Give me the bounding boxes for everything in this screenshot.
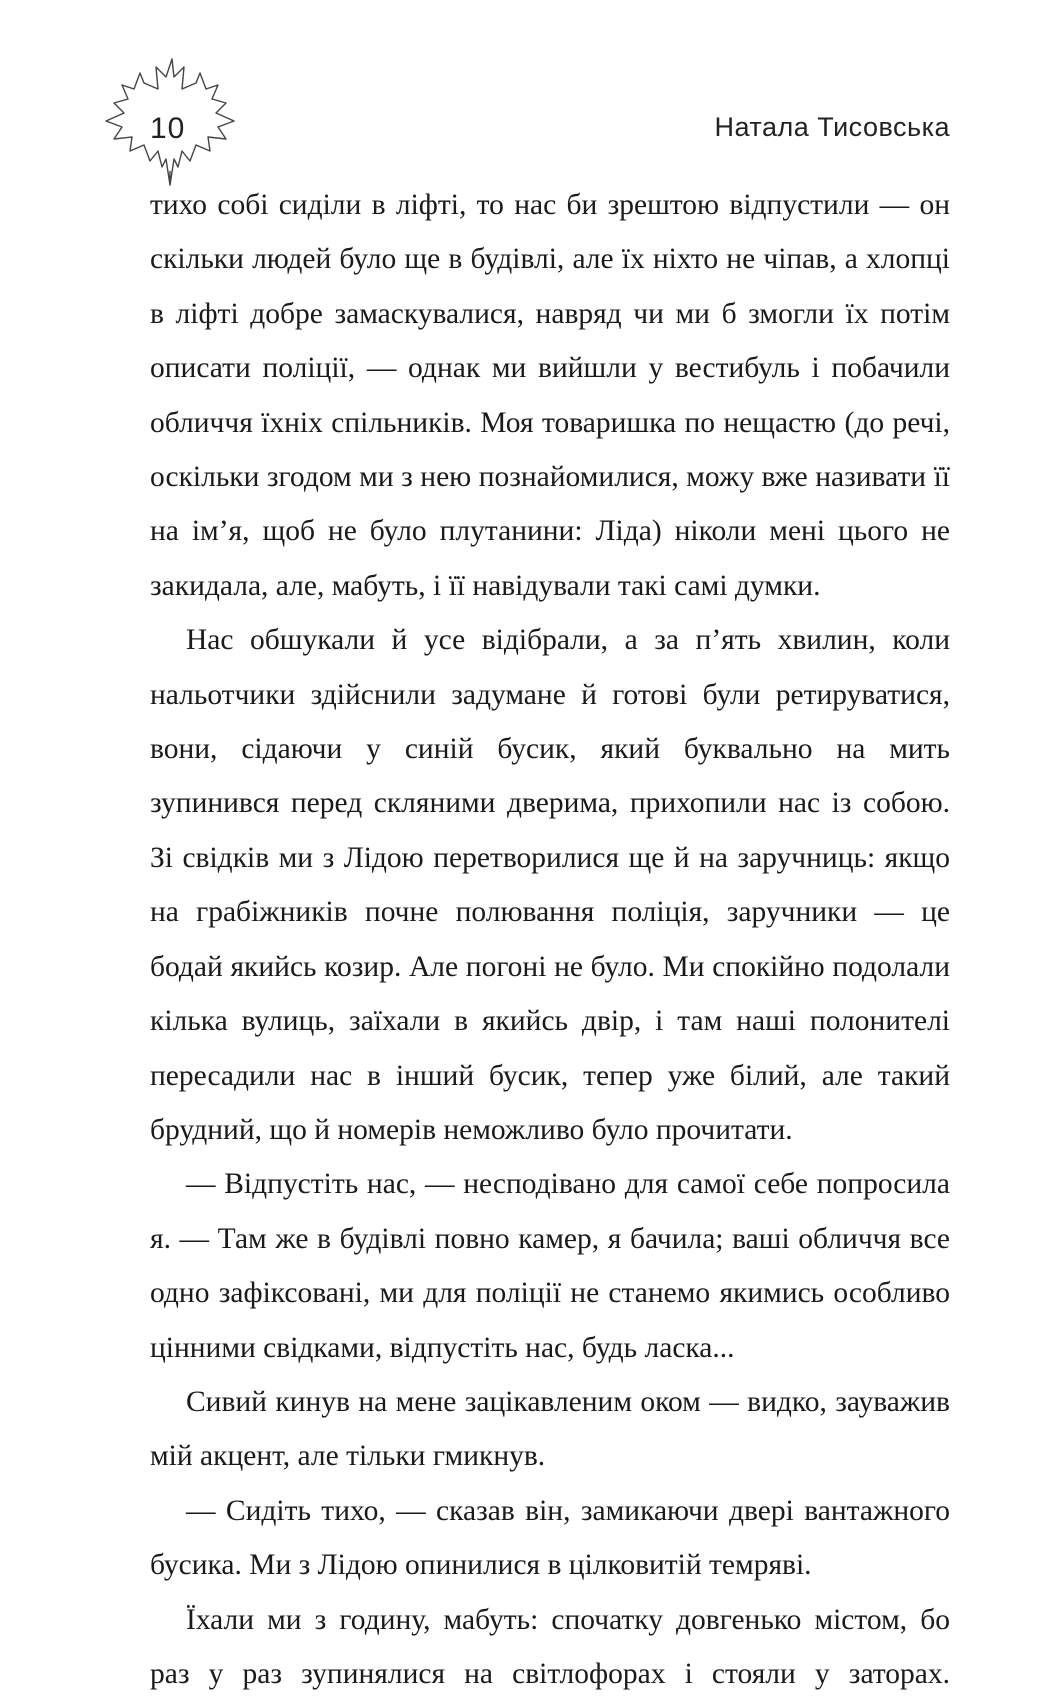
paragraph-2: Нас обшукали й усе відібрали, а за п’ять хвилин, коли нальотчики здійснили задумане й готові були ретируватися, вони, сідаючи у синій бусик, який буквально на мить зупинився перед скляними дверима, прихопили нас із собою. Зі свідків ми з Лідою перетворилися ще й на заручниць: якщо на грабіжників почне полювання поліція, заручники — це бодай якийсь козир. Але погоні не було. Ми спокійно подолали кілька вулиць, заїхали в якийсь двір, і там наші полонителі пересадили нас в інший бусик, тепер уже білий, але такий брудний, що й номерів неможливо було прочитати. [150, 624, 950, 1146]
paragraph-4: Сивий кинув на мене зацікавленим оком — видко, зауважив мій акцент, але тільки гмикнув. [150, 1385, 950, 1473]
paragraph-6: Їхали ми з годину, мабуть: спочатку довгенько містом, бо раз у раз зупинялися на світлофорах і стояли у заторах. [150, 1603, 950, 1690]
page-number: 10 [150, 112, 186, 145]
running-head-author: Натала Тисовська [714, 112, 950, 142]
paragraph-3: — Відпустіть нас, — несподівано для самої себе попросила я. — Там же в будівлі повно камер, я бачила; ваші обличчя все одно зафіксовані, ми для поліції не станемо якимись особливо цінними свідками, відпустіть нас, будь ласка... [150, 1168, 950, 1364]
paragraph-1: тихо собі сиділи в ліфті, то нас би зрештою відпустили — он скільки людей було ще в будівлі, але їх ніхто не чіпав, а хлопці в ліфті добре замаскувалися, навряд чи ми б змогли їх потім описати поліції, — однак ми вийшли у вестибуль і побачили обличчя їхніх спільників. Моя товаришка по нещастю (до речі, оскільки згодом ми з нею познайомилися, можу вже називати її на ім’я, щоб не було плутанини: Ліда) ніколи мені цього не закидала, але, мабуть, і її навідували такі самі думки. [150, 189, 950, 602]
paragraph-5: — Сидіть тихо, — сказав він, замикаючи двері вантажного бусика. Ми з Лідою опинилися в цілковитій темряві. [150, 1494, 950, 1582]
body-text [150, 178, 950, 1701]
